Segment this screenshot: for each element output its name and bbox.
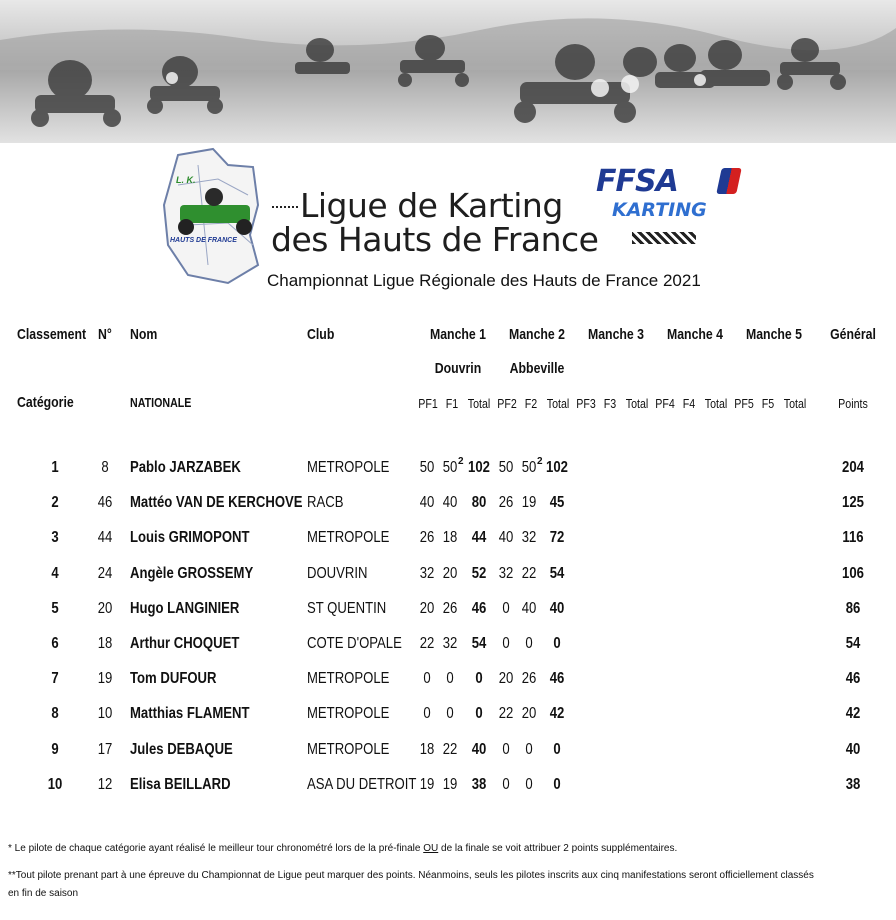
cell-points: 86 [845, 599, 861, 617]
cell-pf1: 26 [419, 529, 435, 547]
cell-points: 106 [842, 564, 864, 582]
header-general: Général [830, 326, 876, 343]
cell-pf1: 0 [423, 670, 431, 688]
cell-f1: 18 [442, 529, 458, 547]
cell-points: 38 [845, 775, 861, 793]
cell-f2: 20 [521, 705, 537, 723]
checkered-flag-icon [632, 232, 696, 244]
cell-pf2: 26 [498, 494, 514, 512]
cell-f2: 0 [525, 740, 533, 758]
cell-name: Matthias FLAMENT [130, 705, 250, 723]
cell-f1: 0 [446, 705, 454, 723]
cell-t1: 40 [471, 740, 487, 758]
cell-f1: 50 [442, 459, 458, 476]
cell-name: Elisa BEILLARD [130, 775, 231, 793]
cell-pf2: 0 [502, 775, 510, 793]
cell-t1: 0 [475, 670, 483, 688]
cell-points: 204 [842, 459, 864, 476]
cell-f1: 22 [442, 740, 458, 758]
cell-f1: 0 [446, 670, 454, 688]
subcol-pf4: PF4 [655, 396, 675, 411]
cell-name: Jules DEBAQUE [130, 740, 233, 758]
cell-f2: 19 [521, 494, 537, 512]
cell-num: 19 [97, 670, 113, 688]
cell-t2: 0 [553, 635, 561, 652]
cell-rank: 7 [51, 670, 59, 688]
logo-badge-top: L. K. [176, 175, 196, 185]
cell-name: Tom DUFOUR [130, 670, 217, 688]
cell-num: 24 [97, 564, 113, 582]
header-manche-2: Manche 2 [508, 326, 566, 343]
cell-club: METROPOLE [307, 529, 390, 547]
subcol-pf1: PF1 [418, 396, 438, 411]
cell-t2: 45 [549, 494, 565, 512]
header-categorie: Catégorie [17, 394, 74, 411]
subcol-f1: F1 [445, 396, 459, 411]
cell-points: 42 [845, 705, 861, 723]
cell-f1: 20 [442, 564, 458, 582]
speed-lines-icon [272, 206, 298, 208]
cell-t2: 42 [549, 705, 565, 723]
cell-name: Angèle GROSSEMY [130, 564, 254, 582]
cell-club: COTE D'OPALE [307, 635, 402, 652]
cell-f2: 26 [521, 670, 537, 688]
bonus-superscript: 2 [458, 456, 464, 467]
cell-pf2: 32 [498, 564, 514, 582]
logo-badge-bottom: HAUTS DE FRANCE [170, 237, 237, 244]
cell-club: METROPOLE [307, 705, 390, 723]
karts-photo-illustration [0, 0, 896, 143]
cell-pf1: 19 [419, 775, 435, 793]
cell-num: 20 [97, 599, 113, 617]
ffsa-flag-icon [716, 168, 742, 194]
cell-rank: 10 [47, 775, 63, 793]
cell-num: 8 [101, 459, 109, 476]
cell-points: 125 [842, 494, 864, 512]
cell-pf2: 22 [498, 705, 514, 723]
ffsa-logo-text: FFSA [596, 164, 678, 199]
cell-pf1: 40 [419, 494, 435, 512]
cell-club: METROPOLE [307, 670, 390, 688]
cell-rank: 5 [51, 599, 59, 617]
cell-club: DOUVRIN [307, 564, 368, 582]
cell-f1: 40 [442, 494, 458, 512]
ffsa-karting-text: KARTING [612, 199, 707, 221]
cell-t1: 0 [475, 705, 483, 723]
cell-pf2: 50 [498, 459, 514, 476]
cell-pf2: 20 [498, 670, 514, 688]
cell-pf2: 0 [502, 599, 510, 617]
subcol-total-2: Total [546, 396, 570, 411]
cell-rank: 9 [51, 740, 59, 758]
cell-t2: 40 [549, 599, 565, 617]
subcol-total-5: Total [783, 396, 807, 411]
cell-f2: 0 [525, 635, 533, 652]
bonus-superscript: 2 [537, 456, 543, 467]
cell-rank: 1 [51, 459, 59, 476]
cell-club: ST QUENTIN [307, 599, 387, 617]
cell-num: 46 [97, 494, 113, 512]
cell-t2: 0 [553, 740, 561, 758]
cell-t2: 72 [549, 529, 565, 547]
venue-douvrin: Douvrin [434, 360, 482, 377]
header-club: Club [307, 326, 335, 343]
cell-pf1: 32 [419, 564, 435, 582]
subcol-f2: F2 [524, 396, 538, 411]
header-banner-photo [0, 0, 896, 143]
footnote-bonus-points: * Le pilote de chaque catégorie ayant réalisé le meilleur tour chronométré lors de la pré-finale OU de la finale se voit attribuer 2 points supplémentaires. [8, 843, 678, 854]
venue-abbeville: Abbeville [509, 360, 565, 377]
cell-num: 44 [97, 529, 113, 547]
subcol-pf2: PF2 [497, 396, 517, 411]
cell-name: Louis GRIMOPONT [130, 529, 250, 547]
cell-num: 18 [97, 635, 113, 652]
cell-t2: 54 [549, 564, 565, 582]
cell-points: 46 [845, 670, 861, 688]
header-manche-3: Manche 3 [587, 326, 645, 343]
header-manche-1: Manche 1 [429, 326, 487, 343]
header-manche-5: Manche 5 [745, 326, 803, 343]
footnote-eligibility-line-1: **Tout pilote prenant part à une épreuve du Championnat de Ligue peut marquer des points. Néanmoins, seuls les pilotes inscrits aux cinq manifestations seront officiellement classés [8, 870, 814, 881]
championship-title: Championnat Ligue Régionale des Hauts de France 2021 [267, 271, 701, 290]
category-name: NATIONALE [130, 395, 192, 410]
subcol-total-3: Total [625, 396, 649, 411]
header-numero: N° [98, 326, 112, 343]
cell-pf2: 0 [502, 635, 510, 652]
cell-name: Pablo JARZABEK [130, 459, 241, 476]
subcol-f5: F5 [761, 396, 775, 411]
cell-f2: 32 [521, 529, 537, 547]
cell-t1: 52 [471, 564, 487, 582]
subcol-pf3: PF3 [576, 396, 596, 411]
league-name-line-2: des Hauts de France [271, 220, 599, 259]
cell-f2: 40 [521, 599, 537, 617]
cell-pf2: 40 [498, 529, 514, 547]
cell-t1: 44 [471, 529, 487, 547]
cell-t1: 102 [468, 459, 490, 476]
header-classement: Classement [17, 326, 87, 343]
cell-f2: 0 [525, 775, 533, 793]
cell-t2: 0 [553, 775, 561, 793]
cell-name: Arthur CHOQUET [130, 635, 240, 652]
subcol-pf5: PF5 [734, 396, 754, 411]
footnote-ou: OU [423, 843, 439, 854]
cell-rank: 6 [51, 635, 59, 652]
cell-rank: 8 [51, 705, 59, 723]
cell-rank: 3 [51, 529, 59, 547]
cell-num: 10 [97, 705, 113, 723]
cell-pf1: 18 [419, 740, 435, 758]
subcol-f4: F4 [682, 396, 696, 411]
cell-t1: 38 [471, 775, 487, 793]
cell-t2: 46 [549, 670, 565, 688]
cell-rank: 2 [51, 494, 59, 512]
cell-pf1: 22 [419, 635, 435, 652]
header-nom: Nom [130, 326, 158, 343]
cell-points: 40 [845, 740, 861, 758]
cell-club: ASA DU DETROIT [307, 775, 417, 793]
cell-t1: 80 [471, 494, 487, 512]
cell-name: Mattéo VAN DE KERCHOVE [130, 494, 303, 512]
cell-club: METROPOLE [307, 459, 390, 476]
cell-num: 17 [97, 740, 113, 758]
cell-club: METROPOLE [307, 740, 390, 758]
cell-points: 54 [845, 635, 861, 652]
header-manche-4: Manche 4 [666, 326, 724, 343]
cell-num: 12 [97, 775, 113, 793]
cell-f1: 19 [442, 775, 458, 793]
cell-pf1: 0 [423, 705, 431, 723]
cell-points: 116 [842, 529, 864, 547]
cell-rank: 4 [51, 564, 59, 582]
league-map-logo [158, 145, 270, 287]
cell-f1: 32 [442, 635, 458, 652]
cell-t2: 102 [546, 459, 568, 476]
cell-f2: 50 [521, 459, 537, 476]
cell-f2: 22 [521, 564, 537, 582]
league-name-line-1: Ligue de Karting [300, 186, 563, 225]
subcol-total-1: Total [467, 396, 491, 411]
cell-t1: 54 [471, 635, 487, 652]
cell-pf2: 0 [502, 740, 510, 758]
subcol-points: Points [838, 396, 868, 411]
cell-t1: 46 [471, 599, 487, 617]
cell-name: Hugo LANGINIER [130, 599, 240, 617]
cell-f1: 26 [442, 599, 458, 617]
cell-pf1: 50 [419, 459, 435, 476]
cell-pf1: 20 [419, 599, 435, 617]
footnote-eligibility-line-2: en fin de saison [8, 888, 79, 899]
subcol-f3: F3 [603, 396, 617, 411]
subcol-total-4: Total [704, 396, 728, 411]
cell-club: RACB [307, 494, 344, 512]
